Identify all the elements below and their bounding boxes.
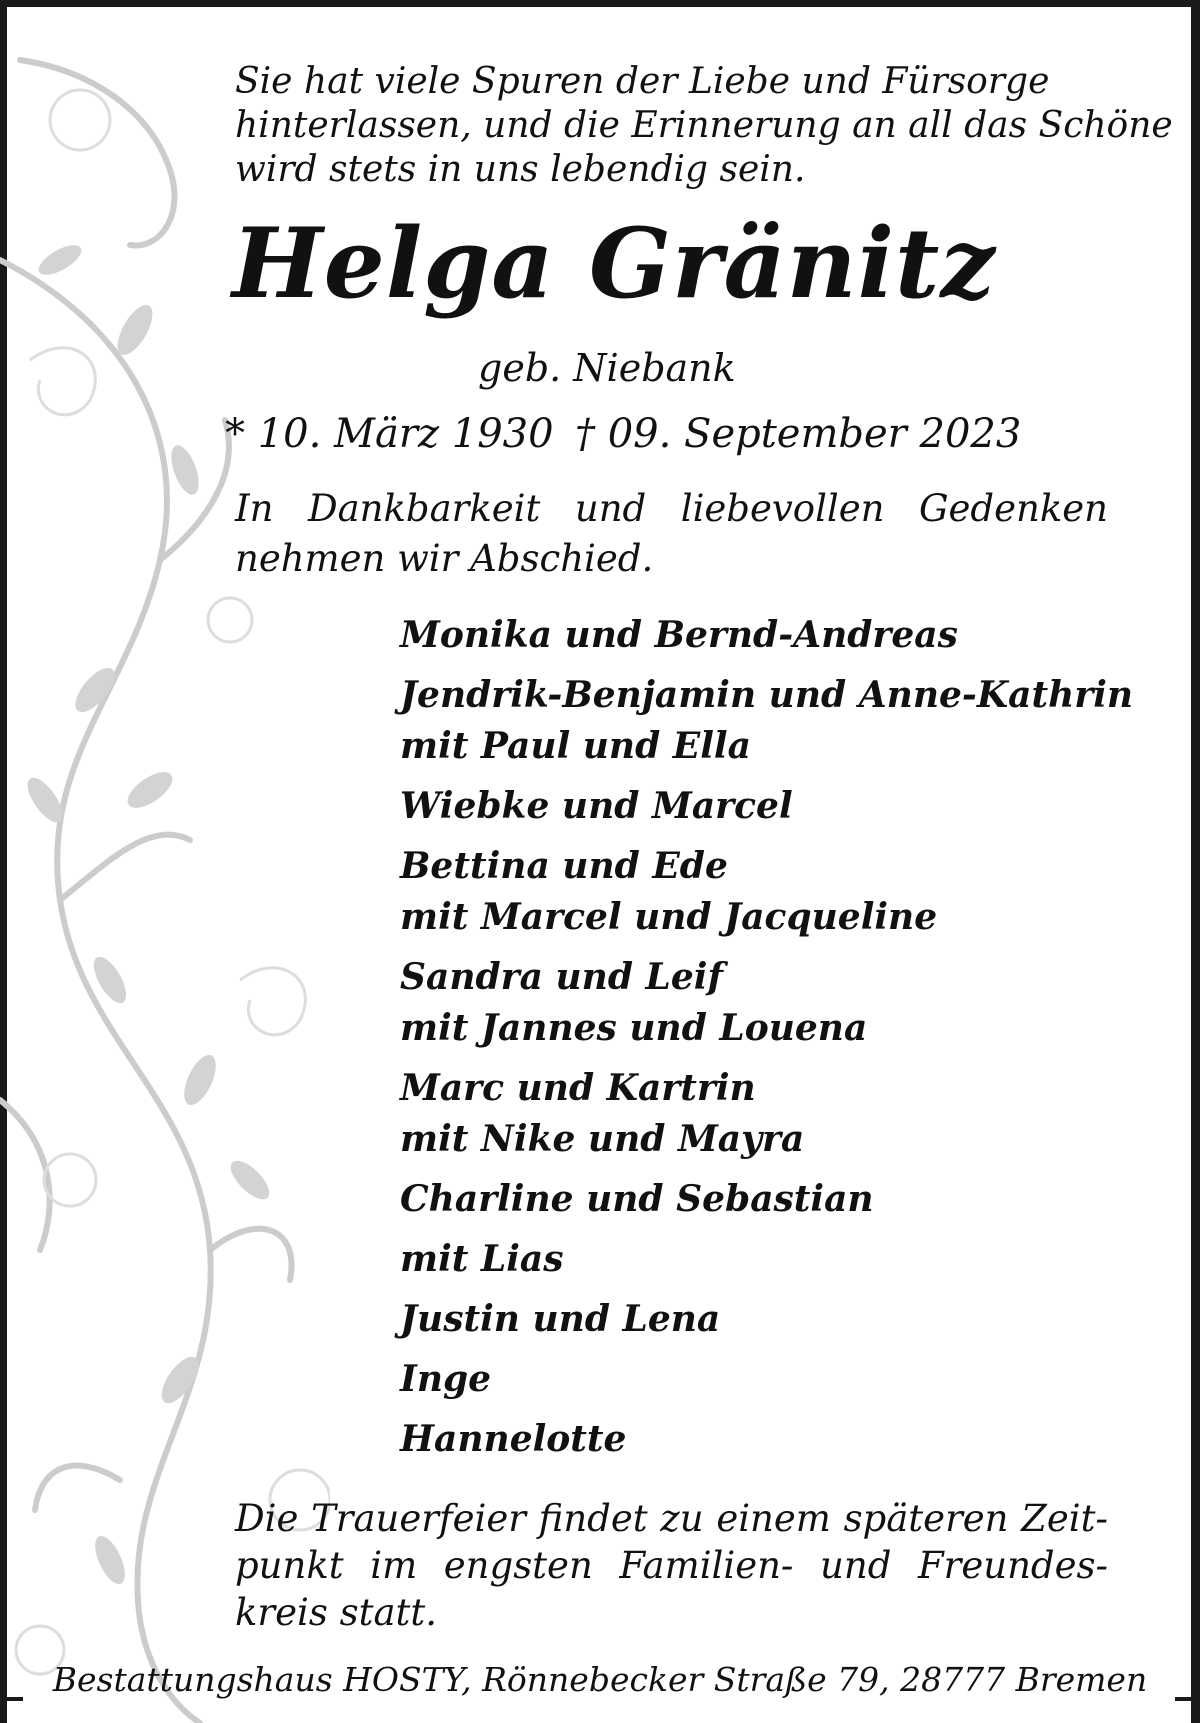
death-date: † 09. September 2023 [575, 411, 1022, 457]
thanks-line-1: In Dankbarkeit und liebevollen Gedenken [235, 487, 1108, 530]
funeral-line: Die Trauerfeier findet zu einem späteren Zeit- [235, 1497, 1108, 1540]
birth-date: * 10. März 1930 [225, 411, 554, 457]
mourner-line: mit Jannes und Louena [400, 1007, 868, 1049]
funeral-notice [235, 1495, 1108, 1636]
thanks-line-2: nehmen wir Abschied. [235, 537, 654, 580]
mourner-entry [400, 1063, 1160, 1165]
mourner-line: mit Marcel und Jacqueline [400, 896, 938, 938]
mourner-entry [400, 841, 1160, 943]
intro-quote [235, 60, 1173, 192]
mourner-line: Charline und Sebastian [400, 1178, 874, 1220]
mourner-entry [400, 1354, 1160, 1405]
mourner-entry [400, 1234, 1160, 1285]
mourners-list [400, 610, 1160, 1465]
mourner-line: Hannelotte [400, 1418, 627, 1460]
mourner-line: Justin und Lena [400, 1298, 721, 1340]
mourner-line: Monika und Bernd-Andreas [400, 614, 958, 656]
mourner-line: Sandra und Leif [400, 956, 723, 998]
mourner-entry [400, 1414, 1160, 1465]
mourner-line: Marc und Kartrin [400, 1067, 756, 1109]
mourner-line: Inge [400, 1358, 492, 1400]
mourner-line: Jendrik-Benjamin und Anne-Kathrin [400, 674, 1134, 716]
intro-line: wird stets in uns lebendig sein. [235, 149, 806, 190]
mourner-entry [400, 1174, 1160, 1225]
mourner-entry [400, 1294, 1160, 1345]
mourner-line: mit Paul und Ella [400, 725, 751, 767]
mourner-line: mit Lias [400, 1238, 564, 1280]
funeral-line: kreis statt. [235, 1591, 438, 1634]
maiden-name: geb. Niebank [478, 346, 736, 390]
mourner-entry [400, 670, 1160, 772]
mourner-line: Bettina und Ede [400, 845, 728, 887]
mourner-line: Wiebke und Marcel [400, 785, 793, 827]
mourner-entry [400, 952, 1160, 1054]
intro-line: hinterlassen, und die Erinnerung an all das Schöne [235, 105, 1173, 146]
intro-line: Sie hat viele Spuren der Liebe und Fürsorge [235, 61, 1050, 102]
life-dates [225, 410, 1125, 458]
mourner-line: mit Nike und Mayra [400, 1118, 805, 1160]
deceased-name: Helga Gränitz [232, 207, 996, 320]
mourner-entry [400, 781, 1160, 832]
funeral-home-footer: Bestattungshaus HOSTY, Rönnebecker Straße 79, 28777 Bremen [52, 1660, 1148, 1699]
right-border [1191, 0, 1200, 1723]
funeral-line: punkt im engsten Familien- und Freundes- [235, 1544, 1108, 1587]
mourner-entry [400, 610, 1160, 661]
